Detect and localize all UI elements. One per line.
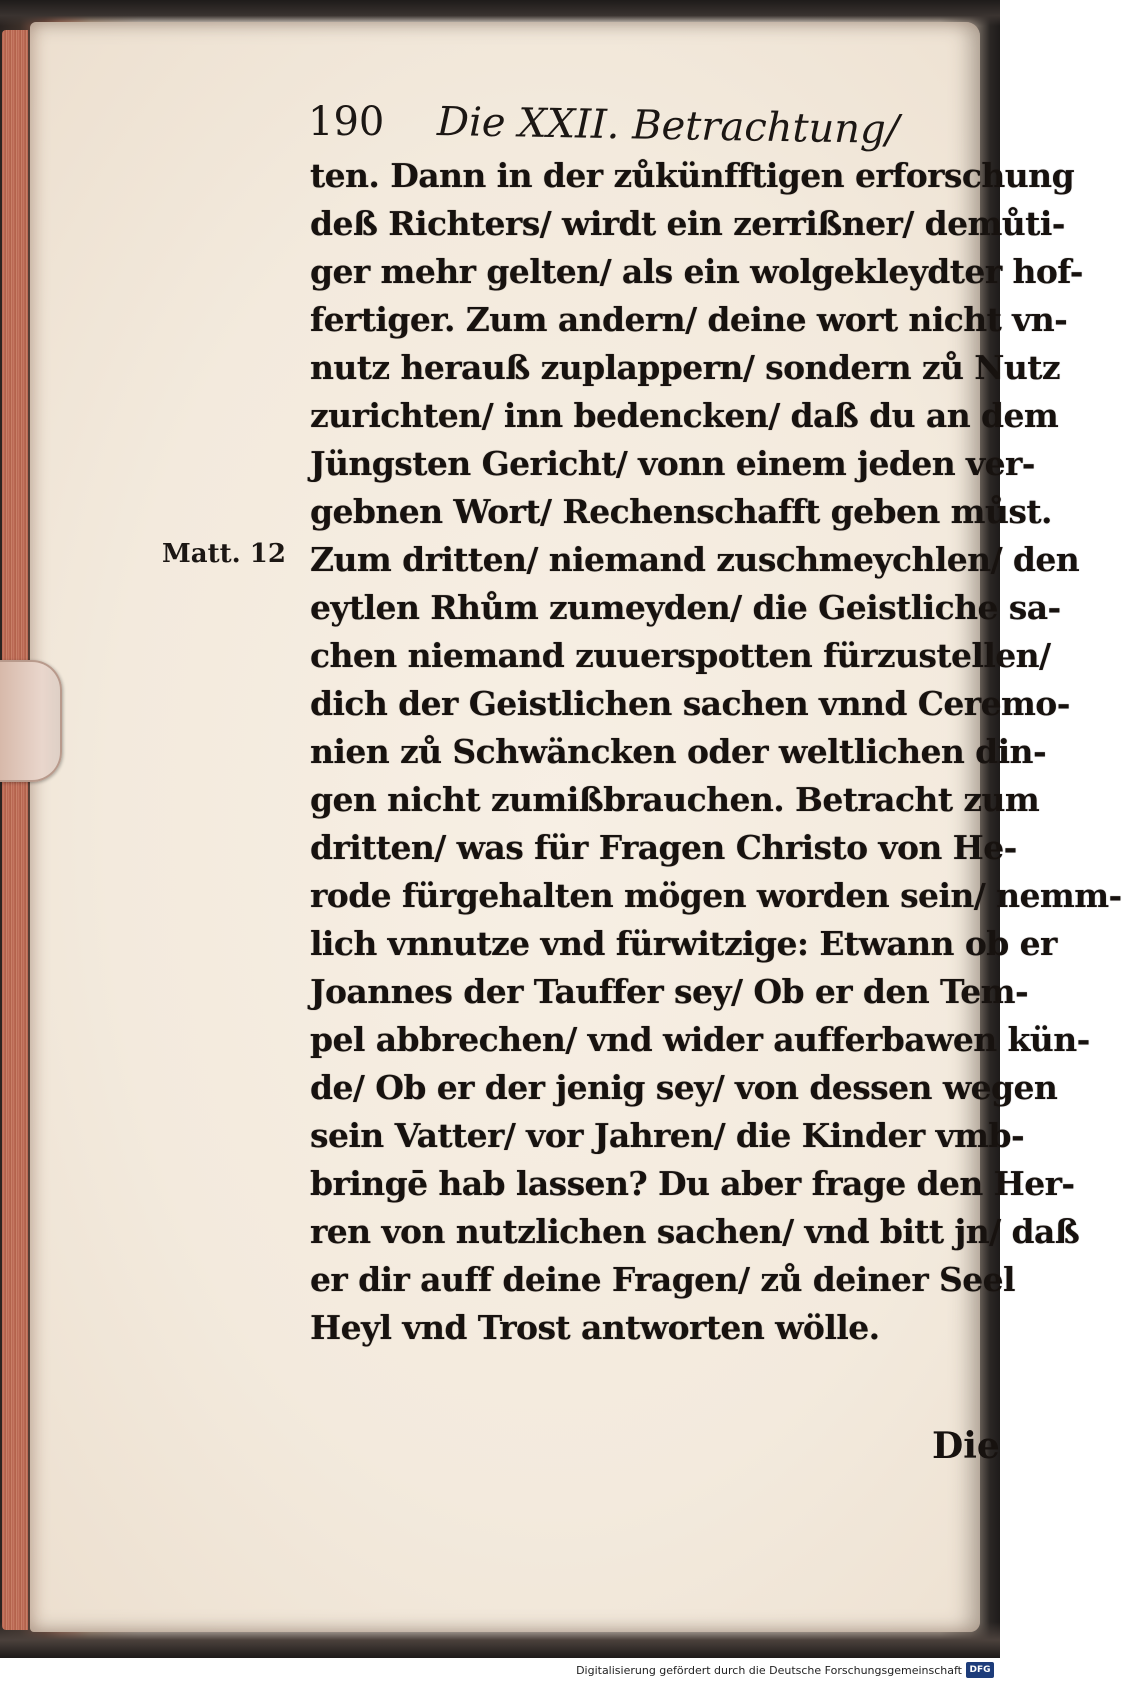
page-header [308,94,928,154]
footer-credit: Digitalisierung gefördert durch die Deutsche Forschungsgemeinschaft [576,1664,962,1677]
page-number: 190 [308,99,385,145]
text-line: sein Vatter/ vor Jahren/ die Kinder vmb- [310,1116,1025,1155]
text-line: ten. Dann in der zůkünfftigen erforschung [310,156,1075,195]
page-edge-stack [2,30,28,1630]
text-line: Zum dritten/ niemand zuschmeychlen/ den [310,540,1080,579]
body-text [310,152,1122,1352]
text-line: ger mehr gelten/ als ein wolgekleydter hof- [310,252,1083,291]
text-line: zurichten/ inn bedencken/ daß du an dem [310,396,1059,435]
text-line: dich der Geistlichen sachen vnnd Ceremo- [310,684,1070,723]
text-line: rode fürgehalten mögen worden sein/ nemm- [310,876,1122,915]
text-line: de/ Ob er der jenig sey/ von dessen wegen [310,1068,1058,1107]
text-line: gebnen Wort/ Rechenschafft geben můst. [310,492,1052,531]
text-line: ren von nutzlichen sachen/ vnd bitt jn/ daß [310,1212,1080,1251]
text-line: Joannes der Tauffer sey/ Ob er den Tem- [310,972,1029,1011]
text-line: bringē hab lassen? Du aber frage den Her- [310,1164,1075,1203]
catchword: Die [932,1425,1000,1467]
text-line: eytlen Rhům zumeyden/ die Geistliche sa- [310,588,1061,627]
page-tab-marker [0,660,62,782]
text-line: Heyl vnd Trost antworten wölle. [310,1308,880,1347]
text-line: Jüngsten Gericht/ vonn einem jeden ver- [310,444,1035,483]
running-head: Die XXII. Betrachtung/ [436,99,900,154]
margin-reference: Matt. 12 [162,539,286,569]
text-line: fertiger. Zum andern/ deine wort nicht vn- [310,300,1068,339]
text-line: deß Richters/ wirdt ein zerrißner/ demůti- [310,204,1065,243]
text-line: pel abbrechen/ vnd wider aufferbawen kün- [310,1020,1090,1059]
text-line: nien zů Schwäncken oder weltlichen din- [310,732,1047,771]
dfg-logo: DFG [966,1662,994,1678]
text-line: lich vnnutze vnd fürwitzige: Etwann ob er [310,924,1057,963]
text-line: chen niemand zuuerspotten fürzustellen/ [310,636,1051,675]
text-line: nutz herauß zuplappern/ sondern zů Nutz [310,348,1061,387]
text-line: dritten/ was für Fragen Christo von He- [310,828,1017,867]
text-line: er dir auff deine Fragen/ zů deiner Seel [310,1260,1015,1299]
text-line: gen nicht zumißbrauchen. Betracht zum [310,780,1040,819]
